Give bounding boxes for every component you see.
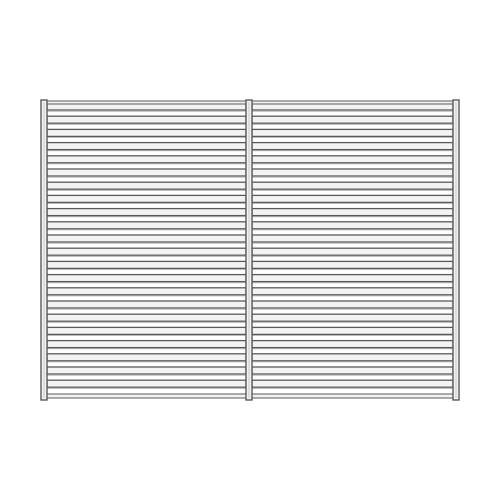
right-slat — [252, 261, 453, 268]
right-slat — [252, 169, 453, 176]
left-slat — [47, 341, 246, 348]
left-slat — [47, 288, 246, 295]
right-slat — [252, 275, 453, 282]
left-slat — [47, 248, 246, 255]
left-slat — [47, 380, 246, 387]
right-slat — [252, 248, 453, 255]
right-slat — [252, 222, 453, 229]
right-slat — [252, 327, 453, 334]
left-slat — [47, 182, 246, 189]
right-slat — [252, 195, 453, 202]
right-slat — [252, 129, 453, 136]
left-slat — [47, 235, 246, 242]
left-slat — [47, 209, 246, 216]
left-slat — [47, 116, 246, 123]
left-slat — [47, 129, 246, 136]
right-slat — [252, 380, 453, 387]
right-slat — [252, 301, 453, 308]
right-slat — [252, 116, 453, 123]
left-slat — [47, 301, 246, 308]
right-slat — [252, 235, 453, 242]
right-slat — [252, 314, 453, 321]
left-slat — [47, 156, 246, 163]
left-slat — [47, 327, 246, 334]
right-slat — [252, 354, 453, 361]
left-slat — [47, 143, 246, 150]
left-slat — [47, 354, 246, 361]
right-slat — [252, 182, 453, 189]
left-slat — [47, 195, 246, 202]
right-slat — [252, 209, 453, 216]
right-slat — [252, 288, 453, 295]
left-slat — [47, 169, 246, 176]
right-slat — [252, 156, 453, 163]
left-slat — [47, 222, 246, 229]
left-slat — [47, 314, 246, 321]
left-slat — [47, 275, 246, 282]
right-slat — [252, 143, 453, 150]
left-slat — [47, 367, 246, 374]
right-slat — [252, 341, 453, 348]
left-slat — [47, 261, 246, 268]
right-slat — [252, 367, 453, 374]
